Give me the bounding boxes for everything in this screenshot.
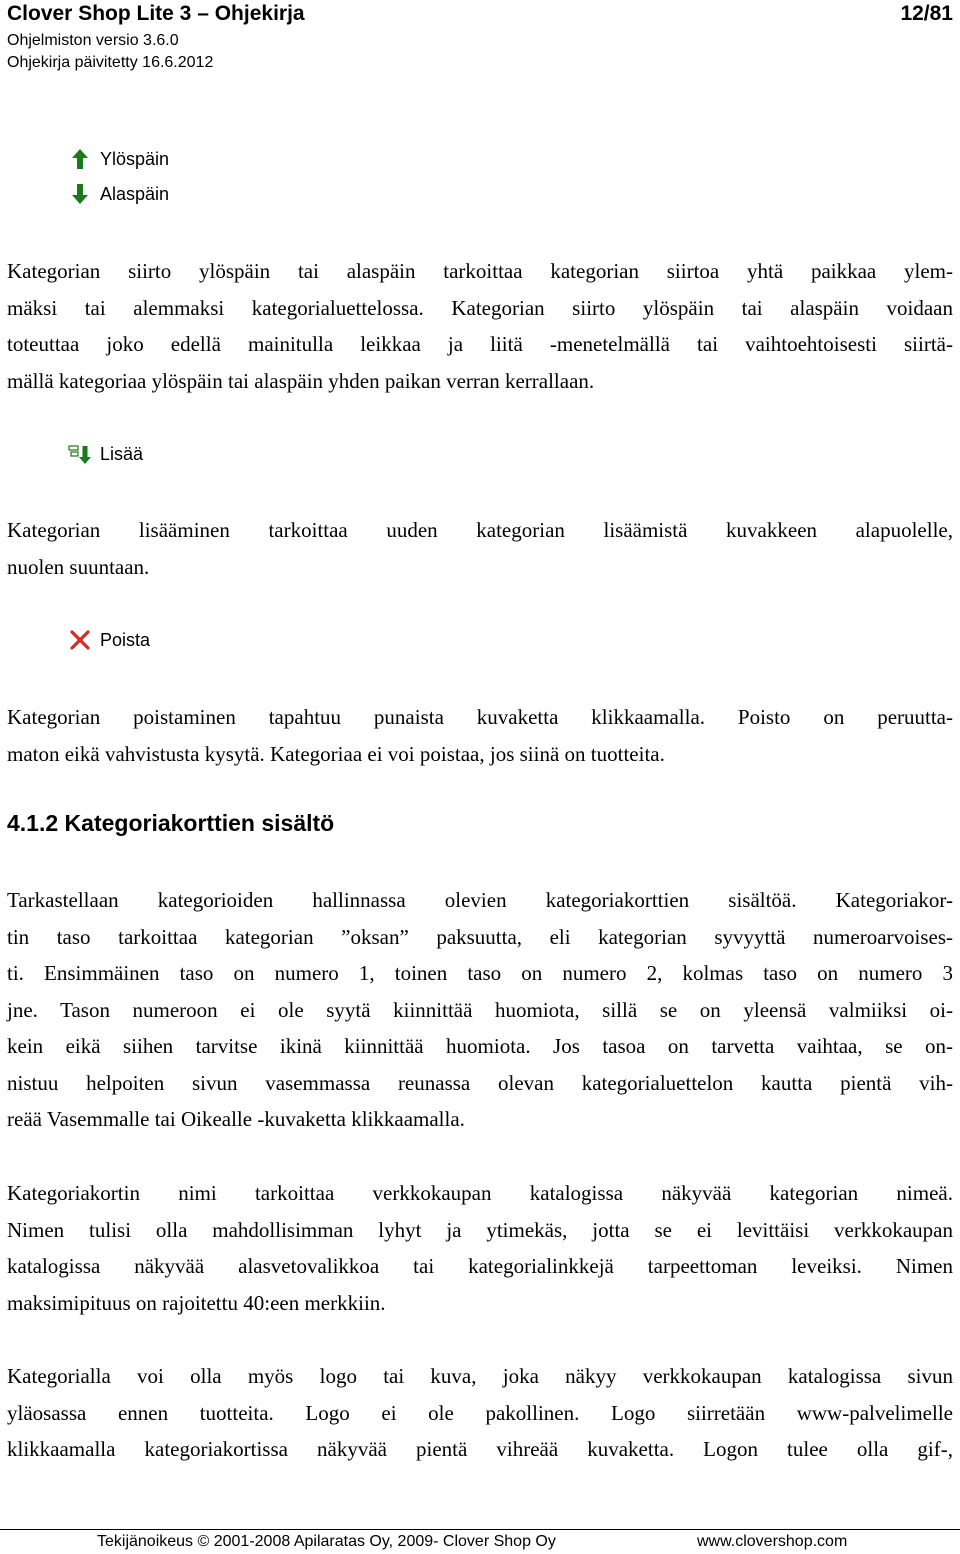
text-line: tin taso tarkoittaa kategorian ”oksan” paksuutta, eli kategorian syvyyttä numeroarvoises- xyxy=(7,924,953,949)
text-line: yläosassa ennen tuotteita. Logo ei ole pakollinen. Logo siirretään www-palvelimelle xyxy=(7,1400,953,1425)
add-paragraph xyxy=(7,512,953,585)
text-line: kein eikä siihen tarvitse ikinä kiinnittää huomiota. Jos tasoa on tarvetta vaihtaa, se on- xyxy=(7,1034,953,1058)
up-item xyxy=(68,147,169,171)
name-paragraph xyxy=(7,1175,953,1321)
remove-label: Poista xyxy=(100,629,151,650)
logo-paragraph xyxy=(7,1358,953,1468)
move-paragraph xyxy=(7,253,953,399)
text-line: ti. Ensimmäinen taso on numero 1, toinen taso on numero 2, kolmas taso on numero 3 xyxy=(7,961,953,985)
software-version: Ohjelmiston versio 3.6.0 xyxy=(7,32,179,49)
remove-paragraph xyxy=(7,699,953,772)
text-line: toteuttaa joko edellä mainitulla leikkaa ja liitä -menetelmällä tai vaihtoehtoisesti siirtä- xyxy=(7,332,953,356)
text-line: maton eikä vahvistusta kysytä. Kategoriaa ei voi poistaa, jos siinä on tuotteita. xyxy=(7,741,665,766)
text-line: Kategoriakortin nimi tarkoittaa verkkokaupan katalogissa näkyvää kategorian nimeä. xyxy=(7,1181,953,1205)
text-line: nuolen suuntaan. xyxy=(7,554,150,579)
page-number: 12/81 xyxy=(900,2,953,25)
down-label: Alaspäin xyxy=(100,183,170,204)
footer-divider xyxy=(0,1529,960,1530)
text-line: klikkaamalla kategoriakortissa näkyvää pientä vihreää kuvaketta. Logon tulee olla gif-, xyxy=(7,1437,953,1461)
up-label: Ylöspäin xyxy=(100,148,170,169)
manual-updated-date: Ohjekirja päivitetty 16.6.2012 xyxy=(7,54,214,71)
text-line: mäksi tai alemmaksi kategorialuettelossa. Kategorian siirto ylöspäin tai alaspäin voidaan xyxy=(7,295,953,320)
text-line: maksimipituus on rajoitettu 40:een merkkiin. xyxy=(7,1290,386,1315)
delete-x-icon xyxy=(68,628,92,652)
add-label: Lisää xyxy=(100,443,144,464)
text-line: nistuu helpoiten sivun vasemmassa reunassa olevan kategorialuettelon kautta pientä vih- xyxy=(7,1070,953,1095)
text-line: Kategorian lisääminen tarkoittaa uuden kategorian lisäämistä kuvakkeen alapuolelle, xyxy=(7,518,953,542)
text-line: jne. Tason numeroon ei ole syytä kiinnittää huomiota, sillä se on yleensä valmiiksi oi- xyxy=(7,997,953,1022)
text-line: mällä kategoriaa ylöspäin tai alaspäin yhden paikan verran kerrallaan. xyxy=(7,368,595,393)
text-line: Kategorialla voi olla myös logo tai kuva, joka näkyy verkkokaupan katalogissa sivun xyxy=(7,1364,953,1388)
text-line: katalogissa näkyvää alasvetovalikkoa tai kategorialinkkejä tarpeettoman leveiksi. Nimen xyxy=(7,1254,953,1278)
text-line: reää Vasemmalle tai Oikealle -kuvaketta klikkaamalla. xyxy=(7,1107,465,1131)
insert-below-icon xyxy=(68,442,92,466)
section-heading: 4.1.2 Kategoriakorttien sisältö xyxy=(7,810,335,836)
content-paragraph xyxy=(7,882,953,1138)
arrow-down-icon xyxy=(68,182,92,206)
text-line: Kategorian siirto ylöspäin tai alaspäin tarkoittaa kategorian siirtoa yhtä paikkaa ylem- xyxy=(7,259,953,283)
text-line: Tarkastellaan kategorioiden hallinnassa olevien kategoriakorttien sisältöä. Kategoriakor- xyxy=(7,888,953,912)
add-item xyxy=(68,442,143,466)
text-line: Nimen tulisi olla mahdollisimman lyhyt ja ytimekäs, jotta se ei levittäisi verkkokaupan xyxy=(7,1217,953,1242)
remove-item xyxy=(68,628,150,652)
arrow-up-icon xyxy=(68,147,92,171)
footer-copyright: Tekijänoikeus © 2001-2008 Apilaratas Oy, 2009- Clover Shop Oy xyxy=(97,1533,556,1550)
document-title: Clover Shop Lite 3 – Ohjekirja xyxy=(7,2,305,25)
text-line: Kategorian poistaminen tapahtuu punaista kuvaketta klikkaamalla. Poisto on peruutta- xyxy=(7,705,953,729)
down-item xyxy=(68,182,169,206)
footer-website-link[interactable]: www.clovershop.com xyxy=(697,1533,848,1550)
